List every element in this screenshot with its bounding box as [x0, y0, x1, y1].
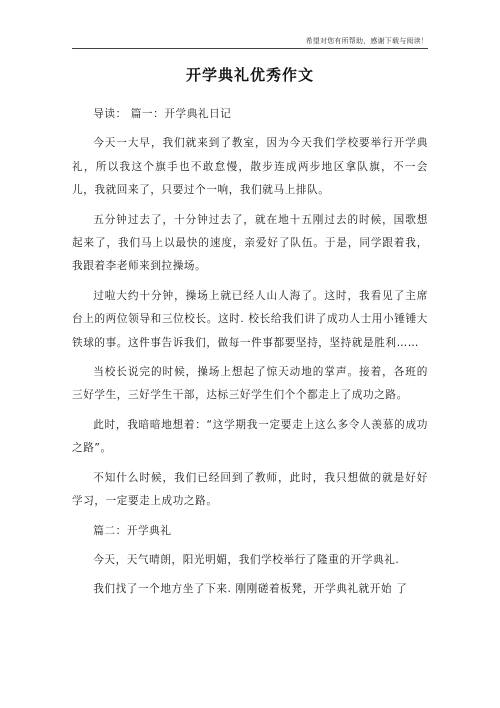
header-note: 希望对您有所帮助，感谢下载与阅读！	[305, 37, 428, 45]
document-title: 开学典礼优秀作文	[185, 66, 314, 84]
paragraph: 不知什么时候，我们已经回到了教师，此时，我只想做的就是好好学习，一定要走上成功之路。	[72, 471, 428, 508]
paragraph: 当校长说完的时候，操场上想起了惊天动地的掌声。接着，各班的三好学生，三好学生干部，达标三好学生们个个都走上了成功之路。	[72, 366, 428, 402]
section-heading: 篇二：开学典礼	[93, 524, 172, 537]
paragraph: 今天，天气晴朗，阳光明媚，我们学校举行了隆重的开学典礼.	[93, 553, 400, 566]
paragraph: 此时，我暗暗地想着：“这学期我一定要走上这么多令人羡慕的成功之路”。	[72, 418, 428, 455]
intro-line: 导读： 篇一：开学典礼日记	[93, 108, 232, 120]
document-body	[72, 103, 428, 608]
paragraph: 今天一大早，我们就来到了教室，因为今天我们学校要举行开学典礼，所以我这个旗手也不敢怠慢，散步连成两步地区拿队旗，不一会儿，我就回来了，只要过个一响，我们就马上排队。	[72, 137, 428, 197]
paragraph: 过啦大约十分钟，操场上就已经人山人海了。这时，我看见了主席台上的两位领导和三位校长。这时. 校长给我们讲了成功人士用小锤锤大铁球的事。这件事告诉我们，做每一件事都要坚持，坚持就是胜利……	[72, 289, 428, 349]
paragraph: 五分钟过去了，十分钟过去了，就在地十五刚过去的时候，国歌想起来了，我们马上以最快的速度，亲爱好了队伍。于是，同学跟着我，我跟着李老师来到拉操场。	[72, 213, 428, 273]
header-divider	[72, 48, 428, 49]
paragraph: 我们找了一个地方坐了下来. 刚刚磋着板凳，开学典礼就开始 了	[93, 583, 408, 596]
